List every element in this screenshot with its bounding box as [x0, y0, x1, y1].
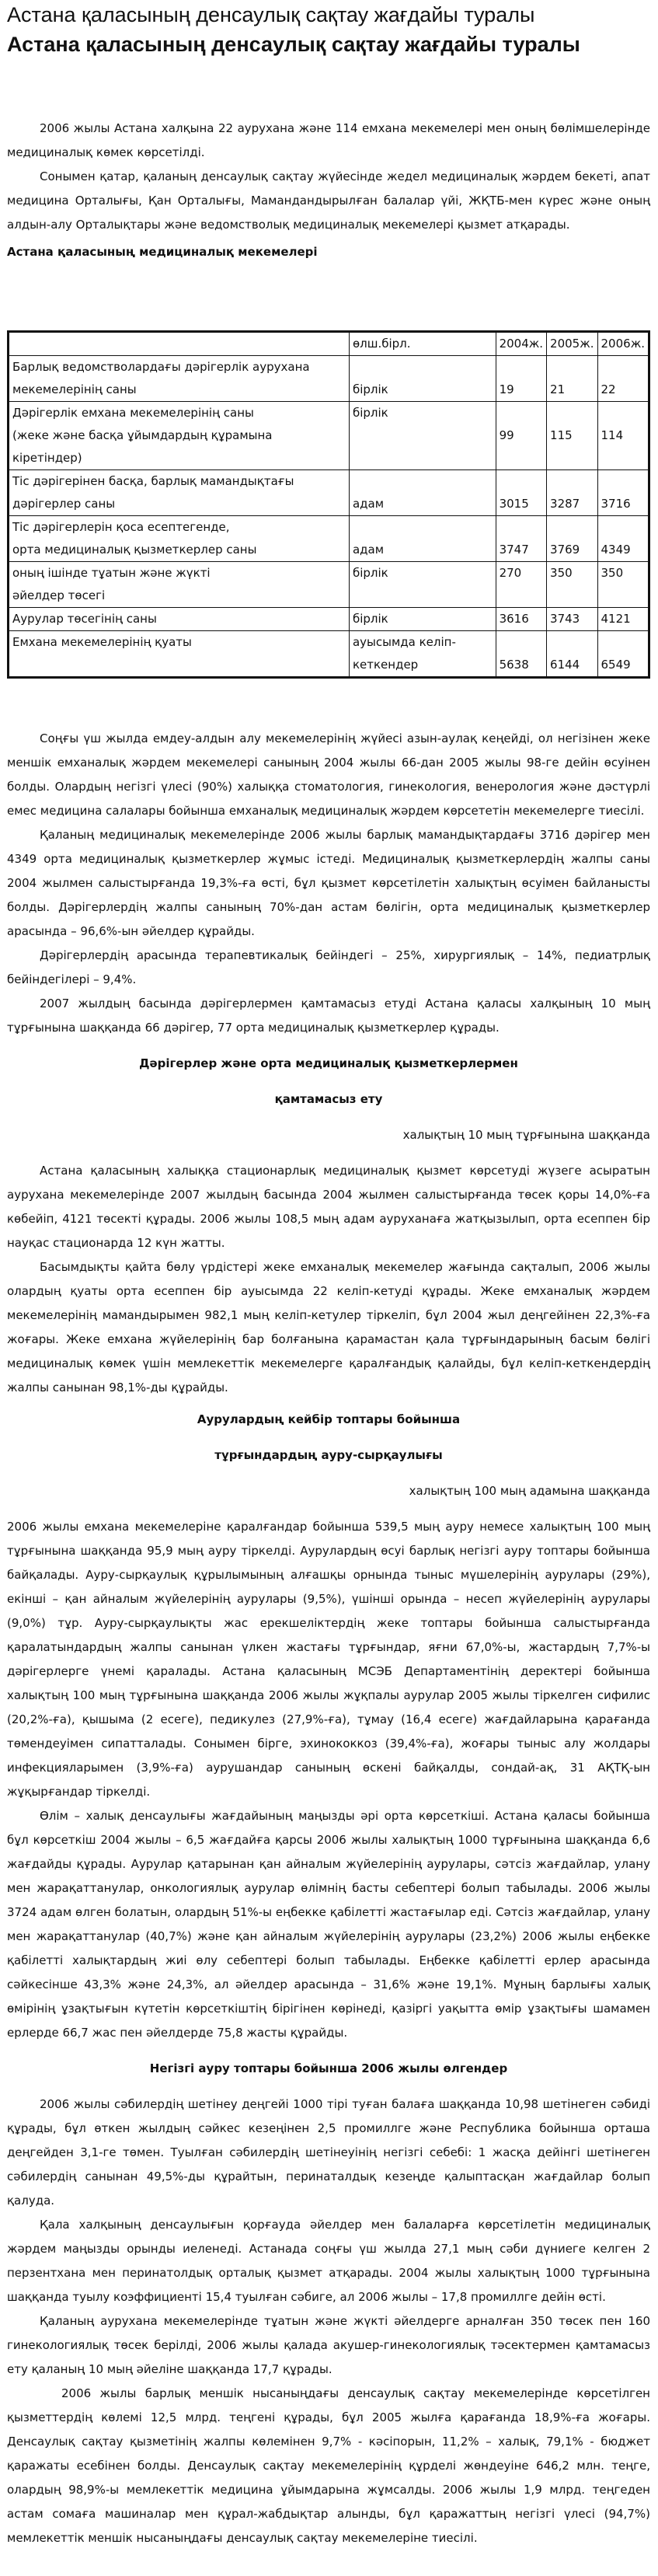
- body-paragraph: Астана қаласының халыққа стационарлық медициналық қызмет көрсетуді жүзеге асыратын аурухана мекемелерінде 2007 жылдың басында 2004 жылмен салыстырғанда төсек қоры 14,0%-ға көбейіп, 4121 төсекті құрады. 2006 жылы 108,5 мың адам ауруханаға жатқызылып, орта есеппен бір науқас стационарда 12 күн жатты.: [7, 1164, 650, 1250]
- intro-paragraph: Сонымен қатар, қаланың денсаулық сақтау жүйесінде жедел медициналық жәрдем бекеті, апат медицина Орталығы, Қан Орталығы, Мамандандырылған балалар үйі, ЖҚТБ-мен күрес және оның алдын-алу Орталықтары және ведомстволық медициналық мекемелері қызмет атқарады.: [7, 169, 650, 232]
- body-paragraph: 2006 жылы сәбилердің шетінеу деңгейі 1000 тірі туған балаға шаққанда 10,98 шетінеген сәбиді құрады, бұл өткен жылдың сәйкес кезеңінен 2,5 промиллге және Республика бойынша орташа деңгейден 3,1-ге төмен. Туылған сәбилердің шетінеуінің негізгі себебі: 1 жасқа дейінгі шетінеген сәбилердің санынан 49,5%-ды құрайтын, перинаталдық кезеңде қалыптасқан жағдайлар болып қалуда.: [7, 2097, 650, 2208]
- table-row: [9, 562, 649, 608]
- row-unit: бірлік: [349, 608, 496, 631]
- body-paragraph: Қаланың аурухана мекемелерінде тұатын және жүкті әйелдерге арналған 350 төсек пен 160 гинекологиялық төсек берілді, 2006 жылы қалада акушер-гинекологиялық тәсектермен қамтамасыз ету қаланың 10 мың әйеліне шаққанда 17,7 құрады.: [7, 2314, 650, 2376]
- table-header-cell: 2006ж.: [597, 332, 649, 356]
- row-unit: бірлік: [349, 562, 496, 608]
- row-unit: адам: [349, 470, 496, 516]
- body-paragraph: 2006 жылы барлық меншік нысаныңдағы денсаулық сақтау мекемелерінде көрсетілген қызметтердің көлемі 12,5 млрд. теңгені құрады, бұл 2005 жылға қарағанда 18,9%-ға жоғары. Денсаулық сақтау қызметінің жалпы көлемінен 9,7% - кәсіпорын, 11,2% – халық, 79,1% - бюджет қаражаты есебінен болды. Денсаулық сақтау мекемелерінің құрделі жөндеуіне 646,2 млн. теңге, олардың 98,9%-ы мемлекеттік медицина ұйымдарына жұмсалды. 2006 жылы 1,9 млрд. теңгеден астам сомаға машиналар мен құрал-жабдықтар алынды, бұл қаражаттың негізгі үлесі (94,7%) мемлекеттік меншік нысаныңдағы денсаулық сақтау мекемелеріне тиесілі.: [7, 2386, 650, 2545]
- table-header-cell: 2005ж.: [547, 332, 597, 356]
- body-paragraph: 2007 жылдың басында дәрігерлермен қамтамасыз етуді Астана қаласы халқының 10 мың тұрғынына шаққанда 66 дәрігер, 77 орта медициналық қызметкерлер құрады.: [7, 997, 650, 1035]
- table-header-cell: өлш.бірл.: [349, 332, 496, 356]
- body-paragraph: Соңғы үш жылда емдеу-алдын алу мекемелерінің жүйесі азын-аулақ кеңейді, ол негізінен жеке меншік емханалық жәрдем мекемелері санының 2004 жылы 66-дан 2005 жылы 98-ге дейін өсуінен болды. Олардың негізгі үлесі (90%) халыққа стоматология, гинекология, венерология және дәстүрлі емес медицина салалары бойынша емханалық медициналық жәрдем көрсететін мекемелерге тиесілі.: [7, 731, 650, 818]
- section-heading: Дәрігерлер және орта медициналық қызметкерлермен: [139, 1056, 518, 1070]
- row-label: Дәрігерлік емхана мекемелерінің саны (жеке және басқа ұйымдардың құрамына кіретіндер): [9, 402, 350, 470]
- row-value-2005: 350: [547, 562, 597, 608]
- row-unit: адам: [349, 516, 496, 562]
- row-label: Тіс дәрігерінен басқа, барлық мамандықтағы дәрігерлер саны: [9, 470, 350, 516]
- row-label: Аурулар төсегінің саны: [9, 608, 350, 631]
- row-value-2005: 6144: [547, 631, 597, 678]
- page-title: Астана қаласының денсаулық сақтау жағдайы туралы: [7, 33, 580, 56]
- body-paragraph: Қала халқының денсаулығын қорғауда әйелдер мен балаларға көрсетілетін медициналық жәрдем маңызды орынды иеленеді. Астанада соңғы үш жылда 27,1 мың сәби дүниеге келген 2 перзентхана мен перинатолдық орталық қызмет атқарады. 2004 жылы халықтың 1000 тұрғынына шаққанда туылу коэффициенті 15,4 туылған сәбиге, ал 2006 жылы – 17,8 промиллге дейін өсті.: [7, 2218, 650, 2304]
- table-header-cell: 2004ж.: [496, 332, 546, 356]
- section-heading: қамтамасыз ету: [274, 1092, 383, 1106]
- table-row: [9, 356, 649, 402]
- table-row: [9, 608, 649, 631]
- row-value-2004: 3015: [496, 470, 546, 516]
- row-value-2004: 5638: [496, 631, 546, 678]
- intro-paragraph: 2006 жылы Астана халқына 22 аурухана және 114 емхана мекемелері мен оның бөлімшелерінде медициналық көмек көрсетілді.: [7, 121, 650, 159]
- row-value-2005: 3769: [547, 516, 597, 562]
- body-paragraph: Басымдықты қайта бөлу үрдістері жеке емханалық мекемелер жағында сақталып, 2006 жылы олардың қуаты орта есеппен бір ауысымда 22 келіп-кетуді құрады. Жеке емханалық жәрдем мекемелерінің мамандырымен 982,1 мың келіп-кетулер тіркеліп, бұл 2004 жыл деңгейінен 22,3%-ға жоғары. Жеке емхана жүйелерінің бар болғанына қарамастан қала тұрғындарының басым бөлігі медициналық көмек үшін мемлекеттік мекемелерге қаралғандық қалайды, бұл келіп-кеткендердің жалпы санынан 98,1%-ды құрайды.: [7, 1260, 650, 1394]
- table-row: [9, 402, 649, 470]
- row-value-2004: 19: [496, 356, 546, 402]
- row-value-2005: 115: [547, 402, 597, 470]
- table-title: Астана қаласының медициналық мекемелері: [7, 245, 318, 259]
- row-label: Тіс дәрігерлерін қоса есептегенде, орта медициналық қызметкерлер саны: [9, 516, 350, 562]
- body-paragraph: 2006 жылы емхана мекемелеріне қаралғандар бойынша 539,5 мың ауру немесе халықтың 100 мың тұрғынына шаққанда 95,9 мың ауру тіркелді. Аурулардың өсуі барлық негізгі ауру топтары бойынша байқалады. Ауру-сырқаулық құрылымының алғашқы орнында тыныс мүшелерінің аурулары (29%), екінші – қан айналым жүйелерінің аурулары (9,5%), үшінші орында – несеп жүйелерінің аурулары (9,0%) тұр. Ауру-сырқаулықты жас ерекшеліктердің жеке топтары бойынша салыстырғанда қаралатындардың жалпы санынан үлкен жастағы тұрғындар, яғни 67,0%-ы, жастардың 7,7%-ы дәрігерлерге үнемі қаралады. Астана қаласының МСЭБ Департаментінің деректері бойынша халықтың 100 мың тұрғынына шаққанда 2006 жылы жұқпалы аурулар 2005 жылы тіркелген сифилис (20,2%-ға), қышыма (2 есеге), педикулез (27,9%-ға), тұмау (16,4 есеге) жағдайларына қарағанда төмендеуімен сипатталады. Сонымен бірге, эхинококкоз (39,4%-ға), жоғары тыныс алу жолдары инфекцияларымен (3,9%-ға) аурушандар санының өскені байқалды, сондай-ақ, 31 АҚТҚ-ын жұқырғандар тіркелді.: [7, 1520, 650, 1799]
- row-value-2004: 3616: [496, 608, 546, 631]
- main-body: [7, 727, 650, 2550]
- table-header-cell: [9, 332, 350, 356]
- row-value-2005: 21: [547, 356, 597, 402]
- section-heading: Аурулардың кейбір топтары бойынша: [197, 1412, 461, 1426]
- row-value-2004: 99: [496, 402, 546, 470]
- row-label: Барлық ведомстволардағы дәрігерлік аурухана мекемелерінің саны: [9, 356, 350, 402]
- table-row: [9, 516, 649, 562]
- section-unit: халықтың 10 мың тұрғынына шаққанда: [402, 1128, 650, 1142]
- table-row: [9, 470, 649, 516]
- body-paragraph: Қаланың медициналық мекемелерінде 2006 жылы барлық мамандықтардағы 3716 дәрігер мен 4349 орта медициналық қызметкерлер жұмыс істеді. Медициналық қызметкерлердің жалпы саны 2004 жылмен салыстырғанда 19,3%-ға өсті, бұл қызмет көрсетілетін халықтың өсуімен байланысты болды. Дәрігерлердің жалпы санының 70%-дан астам бөлігін, орта медициналық қызметкерлер арасында – 96,6%-ын әйелдер құрайды.: [7, 828, 650, 938]
- section-heading: Негізгі ауру топтары бойынша 2006 жылы өлгендер: [149, 2061, 508, 2075]
- row-unit: бірлік: [349, 356, 496, 402]
- row-unit: бірлік: [349, 402, 496, 470]
- row-label: Емхана мекемелерінің қуаты: [9, 631, 350, 678]
- row-value-2006: 350: [597, 562, 649, 608]
- row-value-2005: 3743: [547, 608, 597, 631]
- intro-block: [7, 117, 650, 276]
- row-value-2006: 114: [597, 402, 649, 470]
- row-value-2006: 4121: [597, 608, 649, 631]
- row-value-2006: 6549: [597, 631, 649, 678]
- row-value-2004: 270: [496, 562, 546, 608]
- institutions-table: [7, 330, 650, 679]
- row-value-2005: 3287: [547, 470, 597, 516]
- document-top-title: Астана қаласының денсаулық сақтау жағдайы туралы: [7, 3, 535, 26]
- table-header-row: [9, 332, 649, 356]
- row-unit: ауысымда келіп-кеткендер: [349, 631, 496, 678]
- row-label: оның ішінде тұатын және жүкті әйелдер төсегі: [9, 562, 350, 608]
- row-value-2006: 22: [597, 356, 649, 402]
- section-heading: тұрғындардың ауру-сырқаулығы: [214, 1448, 443, 1462]
- body-paragraph: Өлім – халық денсаулығы жағдайының маңызды әрі орта көрсеткіші. Астана қаласы бойынша бұл көрсеткіш 2004 жылы – 6,5 жағдайға қарсы 2006 жылы халықтың 1000 тұрғынына шаққанда 6,6 жағдайды құрады. Аурулар қатарынан қан айналым жүйелерінің аурулары, сәтсіз жағдайлар, улану мен жарақаттанулар, онкологиялық аурулар өлімнің басты себептері болып табылады. 2006 жылы 3724 адам өлген болатын, олардың 51%-ы еңбекке қабілетті жастағылар еді. Сәтсіз жағдайлар, улану мен жарақаттанулар (40,7%) және қан айналым жүйелерінің аурулары (23,2%) 2006 жылы еңбекке қабілетті халықтардың жиі өлу себептері болып табылады. Еңбекке қабілетті ерлер арасында сәйкесінше 43,3% және 24,3%, ал әйелдер арасында – 31,6% және 19,1%. Мұның барлығы халық өмірінің ұзақтығын күтетін көрсеткіштің бірігінен көрінеді, қазіргі уақытта өмір ұзақтығы шамамен ерлерде 66,7 жас пен әйелдерде 75,8 жасты құрайды.: [7, 1809, 650, 2040]
- row-value-2006: 4349: [597, 516, 649, 562]
- section-unit: халықтың 100 мың адамына шаққанда: [409, 1484, 650, 1498]
- body-paragraph: Дәрігерлердің арасында терапевтикалық бейіндегі – 25%, хирургиялық – 14%, педиатрлық бейіндегілері – 9,4%.: [7, 948, 650, 986]
- row-value-2006: 3716: [597, 470, 649, 516]
- table-row: [9, 631, 649, 678]
- row-value-2004: 3747: [496, 516, 546, 562]
